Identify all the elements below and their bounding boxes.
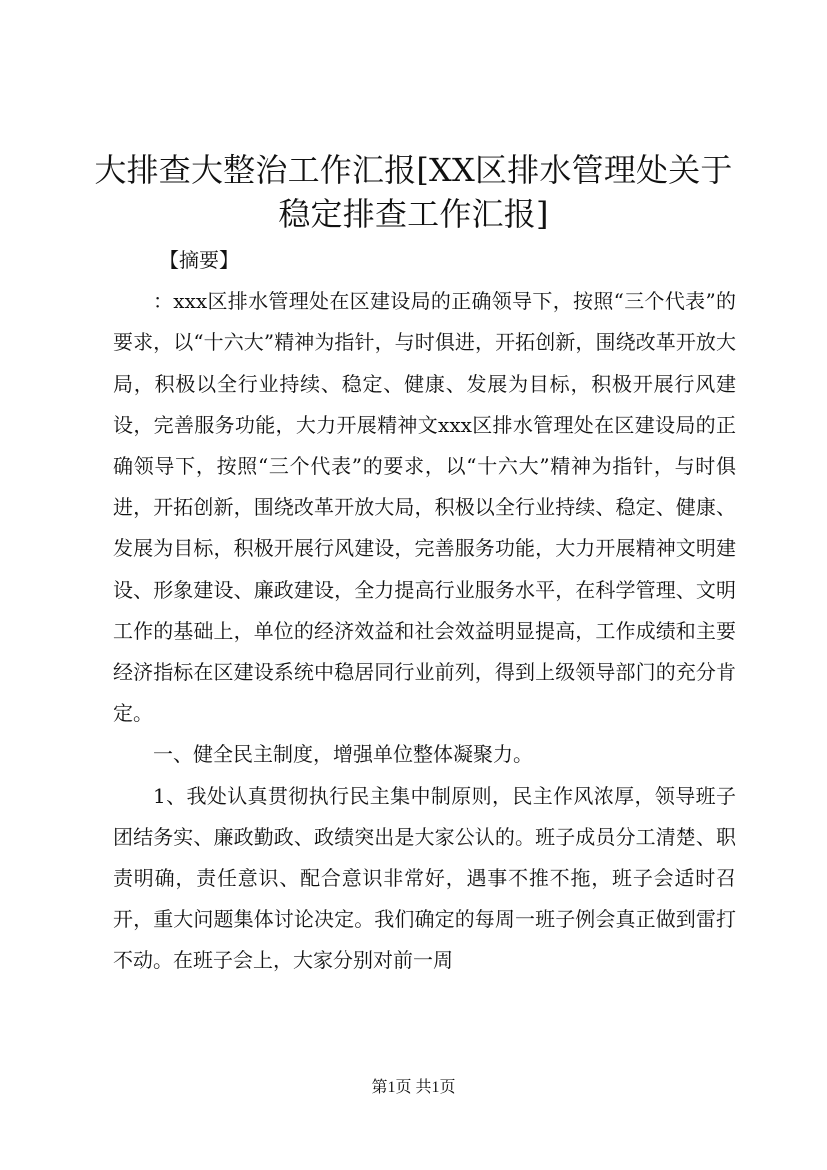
- abstract-paragraph: ：xxx区排水管理处在区建设局的正确领导下，按照“三个代表”的要求，以“十六大”精神为指针，与时俱进，开拓创新，围绕改革开放大局，积极以全行业持续、稳定、健康、发展为目标，积极开展行风建设，完善服务功能，大力开展精神文xxx区排水管理处在区建设局的正确领导下，按照“三个代表”的要求，以“十六大”精神为指针，与时俱进，开拓创新，围绕改革开放大局，积极以全行业持续、稳定、健康、发展为目标，积极开展行风建设，完善服务功能，大力开展精神文明建设、形象建设、廉政建设，全力提高行业服务水平，在科学管理、文明工作的基础上，单位的经济效益和社会效益明显提高，工作成绩和主要经济指标在区建设系统中稳居同行业前列，得到上级领导部门的充分肯定。: [113, 289, 736, 726]
- body-paragraph-one: 1、我处认真贯彻执行民主集中制原则，民主作风浓厚，领导班子团结务实、廉政勤政、政绩突出是大家公认的。班子成员分工清楚、职责明确，责任意识、配合意识非常好，遇事不推不拖，班子会适时召开，重大问题集体讨论决定。我们确定的每周一班子例会真正做到雷打不动。在班子会上，大家分别对前一周: [113, 783, 736, 973]
- document-body: [113, 240, 736, 982]
- abstract-heading: 【摘要】: [159, 248, 239, 272]
- page-number: 第1页 共1页: [371, 1079, 456, 1096]
- section-heading-one: 一、健全民主制度，增强单位整体凝聚力。: [153, 742, 533, 767]
- document-title: 大排查大整治工作汇报[XX区排水管理处关于 稳定排查工作汇报]: [94, 151, 733, 233]
